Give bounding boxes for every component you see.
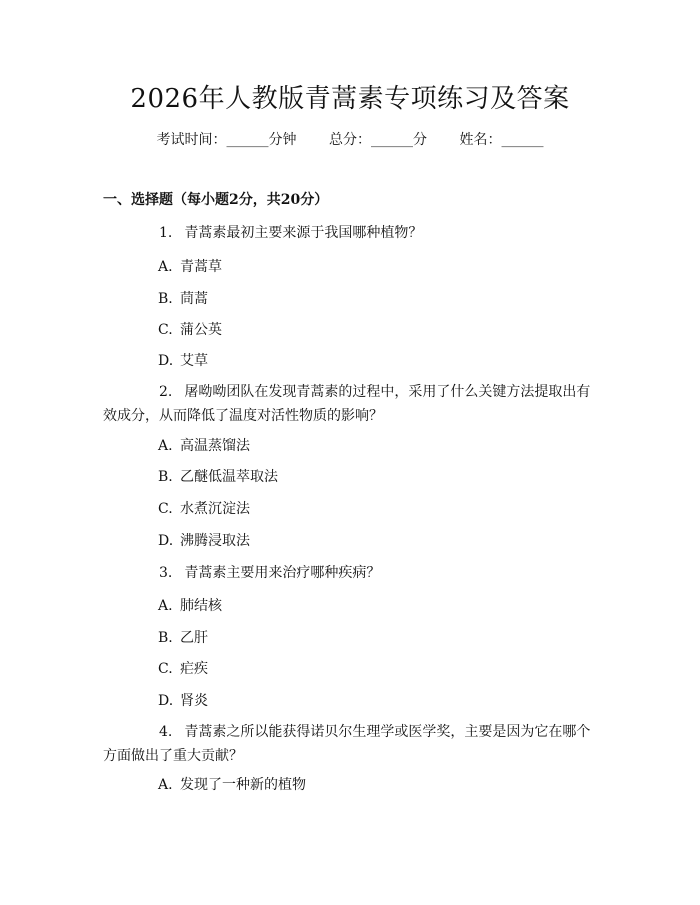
option-text: 高温蒸馏法 [180,438,250,454]
option-2a [158,436,250,456]
option-text: 沸腾浸取法 [180,533,250,549]
option-text: 发现了一种新的植物 [180,777,306,793]
option-letter: D. [158,693,174,709]
question-text: 屠呦呦团队在发现青蒿素的过程中，采用了什么关键方法提取出有效成分，从而降低了温度对活性物质的影响？ [103,384,591,424]
option-1c [158,320,222,340]
option-text: 茼蒿 [180,291,208,307]
option-3d [158,691,208,711]
option-1a [158,257,222,277]
option-2b [158,467,278,487]
option-3c [158,659,208,679]
option-3b [158,628,208,648]
question-2 [103,380,601,428]
question-number: 4. [159,724,173,740]
option-letter: C. [158,322,173,338]
exam-time-field: 考试时间：______分钟 [156,132,297,148]
option-1b [158,289,208,309]
student-name-field: 姓名：______ [459,132,544,148]
question-text: 青蒿素最初主要来源于我国哪种植物？ [184,225,423,241]
option-4a [158,775,306,795]
option-text: 肺结核 [180,598,222,614]
option-letter: D. [158,533,174,549]
option-letter: A. [158,777,173,793]
question-1 [103,221,601,245]
exam-info-line [0,130,700,150]
question-number: 3. [159,565,173,581]
option-text: 青蒿草 [180,259,222,275]
option-letter: D. [158,353,174,369]
question-text: 青蒿素主要用来治疗哪种疾病？ [184,565,381,581]
question-3 [103,561,601,585]
option-letter: C. [158,661,173,677]
total-score-field: 总分：______分 [329,132,427,148]
option-1d [158,351,208,371]
option-letter: A. [158,438,173,454]
option-text: 肾炎 [180,693,208,709]
section-heading-multiple-choice: 一、选择题（每小题2分，共20分） [103,192,329,208]
question-number: 1. [159,225,173,241]
option-letter: B. [158,630,173,646]
question-text: 青蒿素之所以能获得诺贝尔生理学或医学奖，主要是因为它在哪个方面做出了重大贡献？ [103,724,591,764]
option-text: 水煮沉淀法 [180,501,250,517]
option-text: 蒲公英 [180,322,222,338]
option-text: 艾草 [180,353,208,369]
option-text: 乙肝 [180,630,208,646]
question-4 [103,720,601,768]
option-letter: A. [158,598,173,614]
option-letter: B. [158,291,173,307]
option-text: 疟疾 [180,661,208,677]
option-3a [158,596,222,616]
question-number: 2. [159,384,173,400]
option-letter: A. [158,259,173,275]
page-title: 2026年人教版青蒿素专项练习及答案 [130,84,570,114]
option-text: 乙醚低温萃取法 [180,469,278,485]
option-2d [158,531,250,551]
option-letter: B. [158,469,173,485]
option-2c [158,499,250,519]
option-letter: C. [158,501,173,517]
